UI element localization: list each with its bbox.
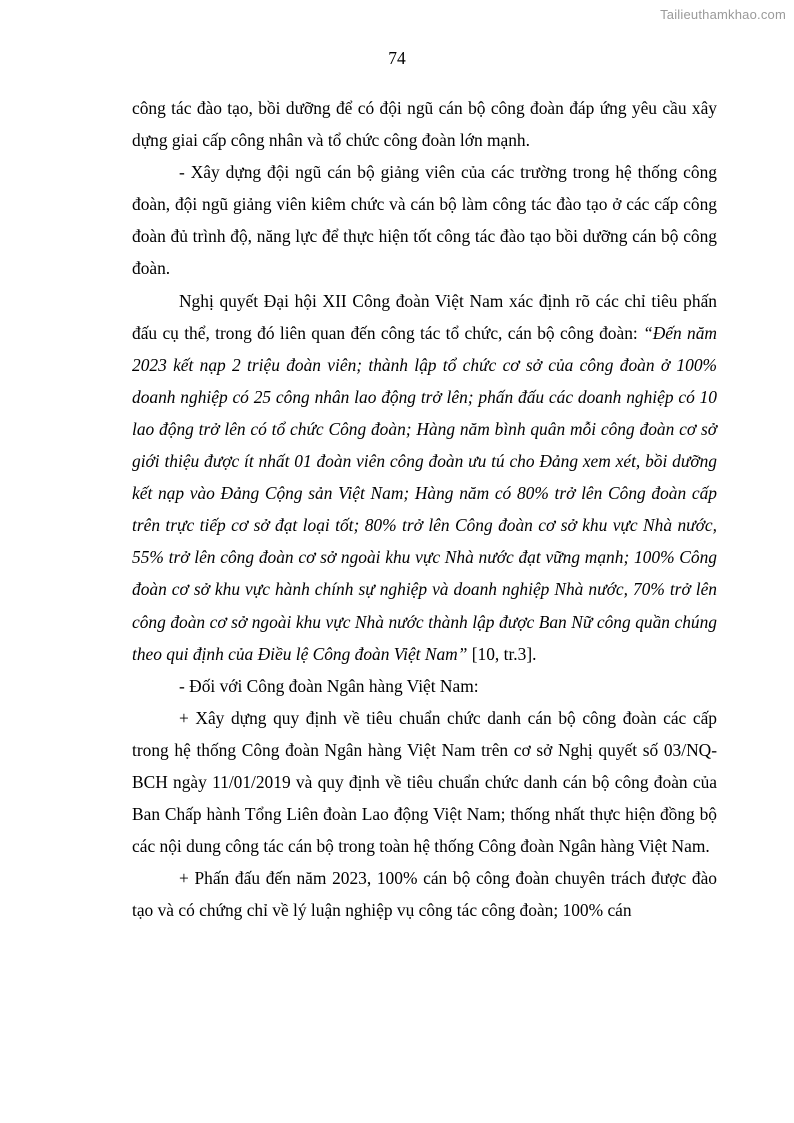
paragraph-4: - Đối với Công đoàn Ngân hàng Việt Nam: (179, 675, 479, 696)
paragraph-2: - Xây dựng đội ngũ cán bộ giảng viên của các trường trong hệ thống công đoàn, đội ngũ giảng viên kiêm chức và cán bộ làm công tác đào tạo ở các cấp công đoàn đủ trình độ, năng lực để thực hiện tốt công tác đào tạo bồi dưỡng cán bộ công đoàn. (132, 162, 717, 279)
watermark: Tailieuthamkhao.com (660, 7, 786, 22)
page-number: 74 (388, 48, 406, 68)
paragraph-6: + Phấn đấu đến năm 2023, 100% cán bộ công đoàn chuyên trách được đào tạo và có chứng chỉ về lý luận nghiệp vụ công tác công đoàn; 100% cán (132, 868, 717, 921)
paragraph-5: + Xây dựng quy định về tiêu chuẩn chức danh cán bộ công đoàn các cấp trong hệ thống Công đoàn Ngân hàng Việt Nam trên cơ sở Nghị quyết số 03/NQ-BCH ngày 11/01/2019 và quy định về tiêu chuẩn chức danh cán bộ công đoàn của Ban Chấp hành Tổng Liên đoàn Lao động Việt Nam; thống nhất thực hiện đồng bộ các nội dung công tác cán bộ trong toàn hệ thống Công đoàn Ngân hàng Việt Nam. (132, 707, 717, 857)
paragraph-3-intro: Nghị quyết Đại hội XII Công đoàn Việt Nam xác định rõ các chỉ tiêu phấn đấu cụ thể, trong đó liên quan đến công tác tổ chức, cán bộ công đoàn: (132, 290, 717, 343)
paragraph-3 (132, 285, 717, 670)
paragraph-1: công tác đào tạo, bồi dưỡng để có đội ngũ cán bộ công đoàn đáp ứng yêu cầu xây dựng giai cấp công nhân và tổ chức công đoàn lớn mạnh. (132, 98, 717, 151)
paragraph-3-citation: [10, tr.3]. (467, 643, 537, 664)
paragraph-3-quote: “Đến năm 2023 kết nạp 2 triệu đoàn viên; thành lập tổ chức cơ sở của công đoàn ở 100% doanh nghiệp có 25 công nhân lao động trở lên; phấn đấu các doanh nghiệp có 10 lao động trở lên có tổ chức Công đoàn; Hàng năm bình quân mỗi công đoàn cơ sở giới thiệu được ít nhất 01 đoàn viên công đoàn ưu tú cho Đảng xem xét, bồi dưỡng kết nạp vào Đảng Cộng sản Việt Nam; Hàng năm có 80% trở lên Công đoàn cấp trên trực tiếp cơ sở đạt loại tốt; 80% trở lên Công đoàn cơ sở khu vực Nhà nước, 55% trở lên công đoàn cơ sở ngoài khu vực Nhà nước đạt vững mạnh; 100% Công đoàn cơ sở khu vực hành chính sự nghiệp và doanh nghiệp Nhà nước, 70% trở lên công đoàn cơ sở ngoài khu vực Nhà nước thành lập được Ban Nữ công quần chúng theo qui định của Điều lệ Công đoàn Việt Nam” (132, 322, 717, 664)
document-body (132, 92, 717, 926)
